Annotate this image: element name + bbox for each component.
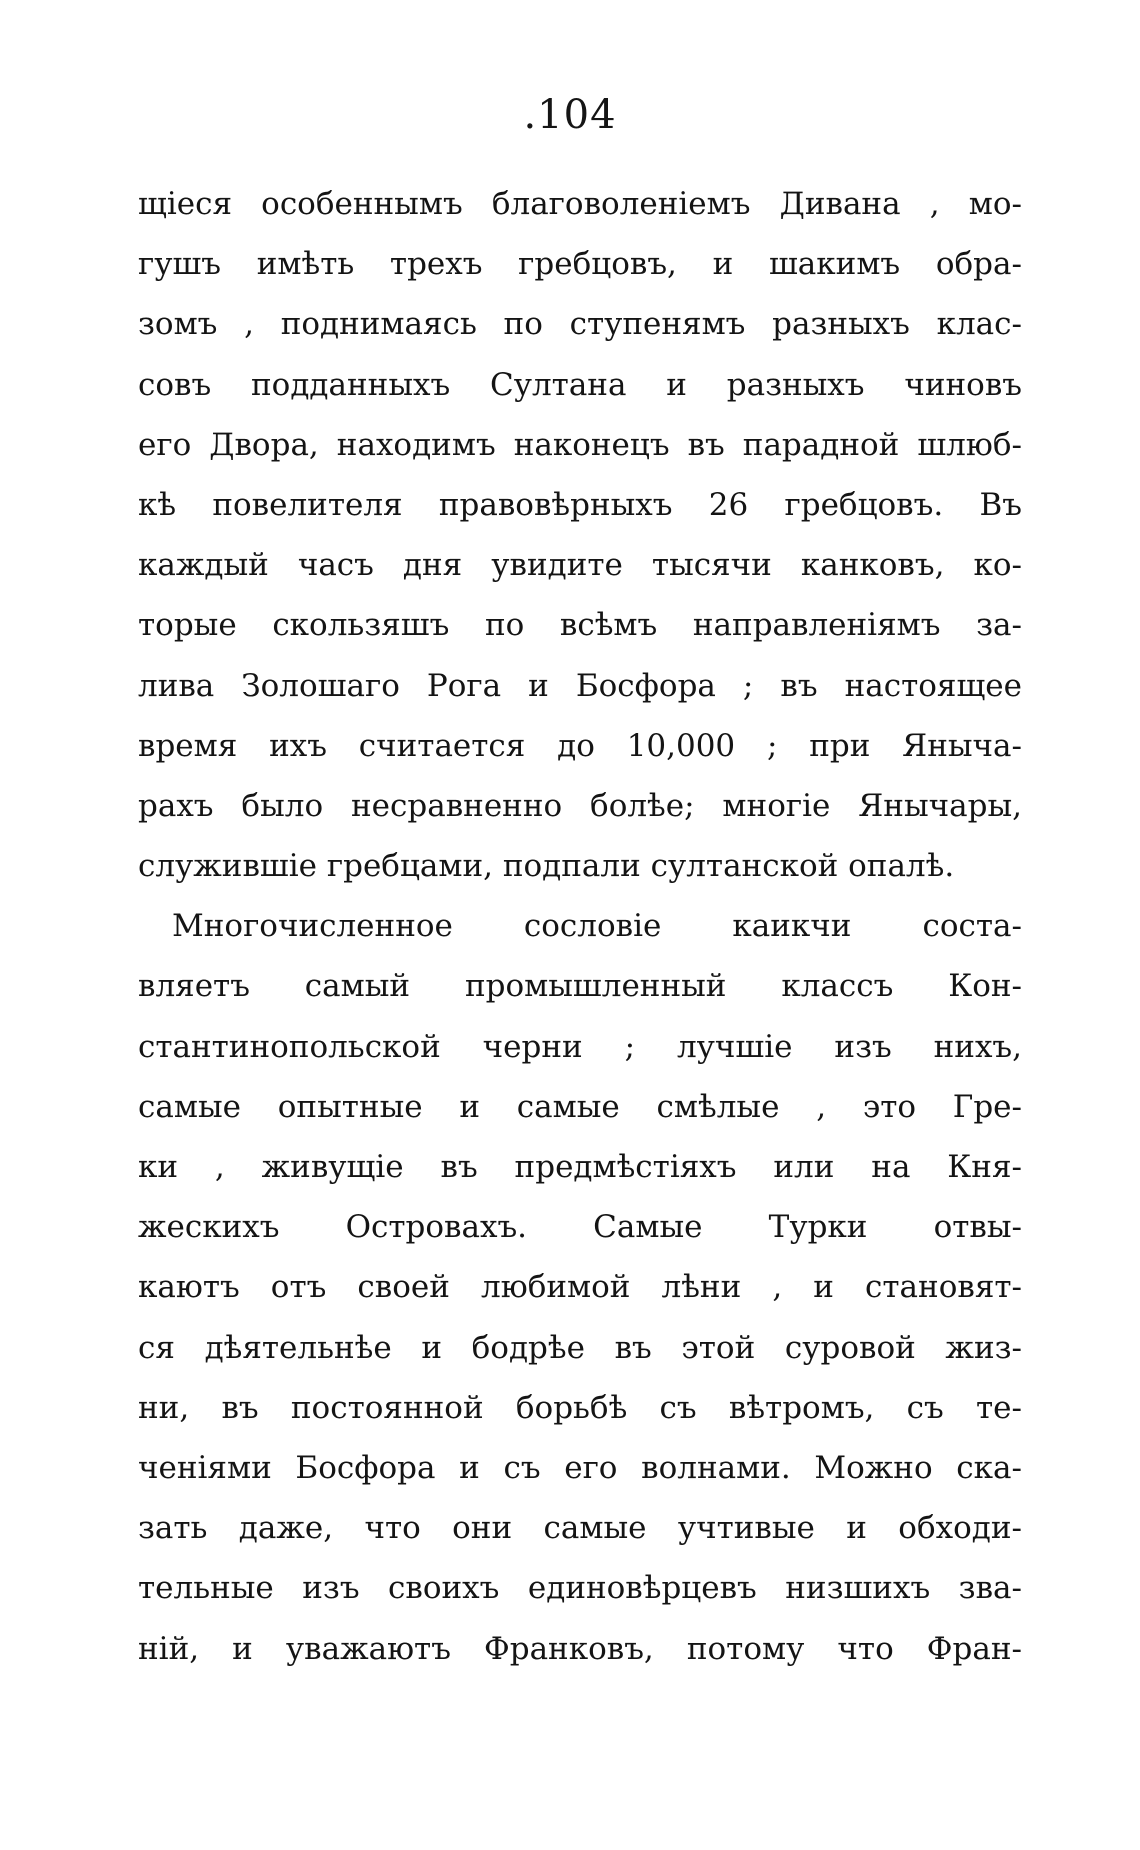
text-line: Многочисленное сословіе каикчи соста- bbox=[172, 908, 1022, 945]
text-line: каютъ отъ своей любимой лѣни , и становят- bbox=[138, 1269, 1022, 1306]
paragraph-2 bbox=[138, 896, 1022, 1678]
text-line: торые скользяшъ по всѣмъ направленіямъ за- bbox=[138, 607, 1022, 644]
text-line: совъ подданныхъ Султана и разныхъ чиновъ bbox=[138, 366, 1022, 403]
text-line: ни, въ постоянной борьбѣ съ вѣтромъ, съ те- bbox=[138, 1389, 1022, 1426]
text-line: служившіе гребцами, подпали султанской опалѣ. bbox=[138, 848, 955, 885]
page-number: .104 bbox=[523, 92, 617, 138]
text-line: кѣ повелителя правовѣрныхъ 26 гребцовъ. Въ bbox=[138, 486, 1022, 523]
text-line: его Двора, находимъ наконецъ въ парадной шлюб- bbox=[138, 426, 1022, 463]
text-line: зомъ , поднимаясь по ступенямъ разныхъ клас- bbox=[138, 306, 1022, 343]
text-line: ченіями Босфора и съ его волнами. Можно ска- bbox=[138, 1449, 1022, 1486]
text-line: щіеся особеннымъ благоволеніемъ Дивана , мо- bbox=[138, 186, 1022, 222]
text-line: время ихъ считается до 10,000 ; при Янычa- bbox=[138, 727, 1022, 764]
text-line: жескихъ Островахъ. Самые Турки отвы- bbox=[138, 1209, 1022, 1246]
text-line: стантинопольской черни ; лучшіе изъ нихъ, bbox=[138, 1028, 1022, 1065]
text-line: ки , живущіе въ предмѣстіяхъ или на Кня- bbox=[138, 1149, 1022, 1185]
text-line: ся дѣятельнѣе и бодрѣе въ этой суровой жиз- bbox=[138, 1329, 1022, 1366]
text-line: тельные изъ своихъ единовѣрцевъ низшихъ зва- bbox=[138, 1570, 1022, 1607]
text-line: ній, и уважаютъ Франковъ, потому что Фран- bbox=[138, 1630, 1022, 1667]
text-line: лива Золошаго Рога и Босфора ; въ настоящее bbox=[138, 667, 1022, 704]
body-text bbox=[138, 174, 1022, 1679]
text-line: каждый часъ дня увидите тысячи канковъ, ко- bbox=[138, 547, 1022, 584]
text-line: вляетъ самый промышленный классъ Кон- bbox=[138, 968, 1022, 1005]
text-line: самые опытные и самые смѣлые , это Гре- bbox=[138, 1088, 1022, 1125]
text-line: зать даже, что они самые учтивые и обходи- bbox=[138, 1510, 1022, 1547]
text-line: рахъ было несравненно болѣе; многіе Янычары, bbox=[138, 787, 1022, 824]
text-line: гушъ имѣть трехъ гребцовъ, и шакимъ обра- bbox=[138, 246, 1022, 283]
paragraph-1 bbox=[138, 174, 1022, 896]
